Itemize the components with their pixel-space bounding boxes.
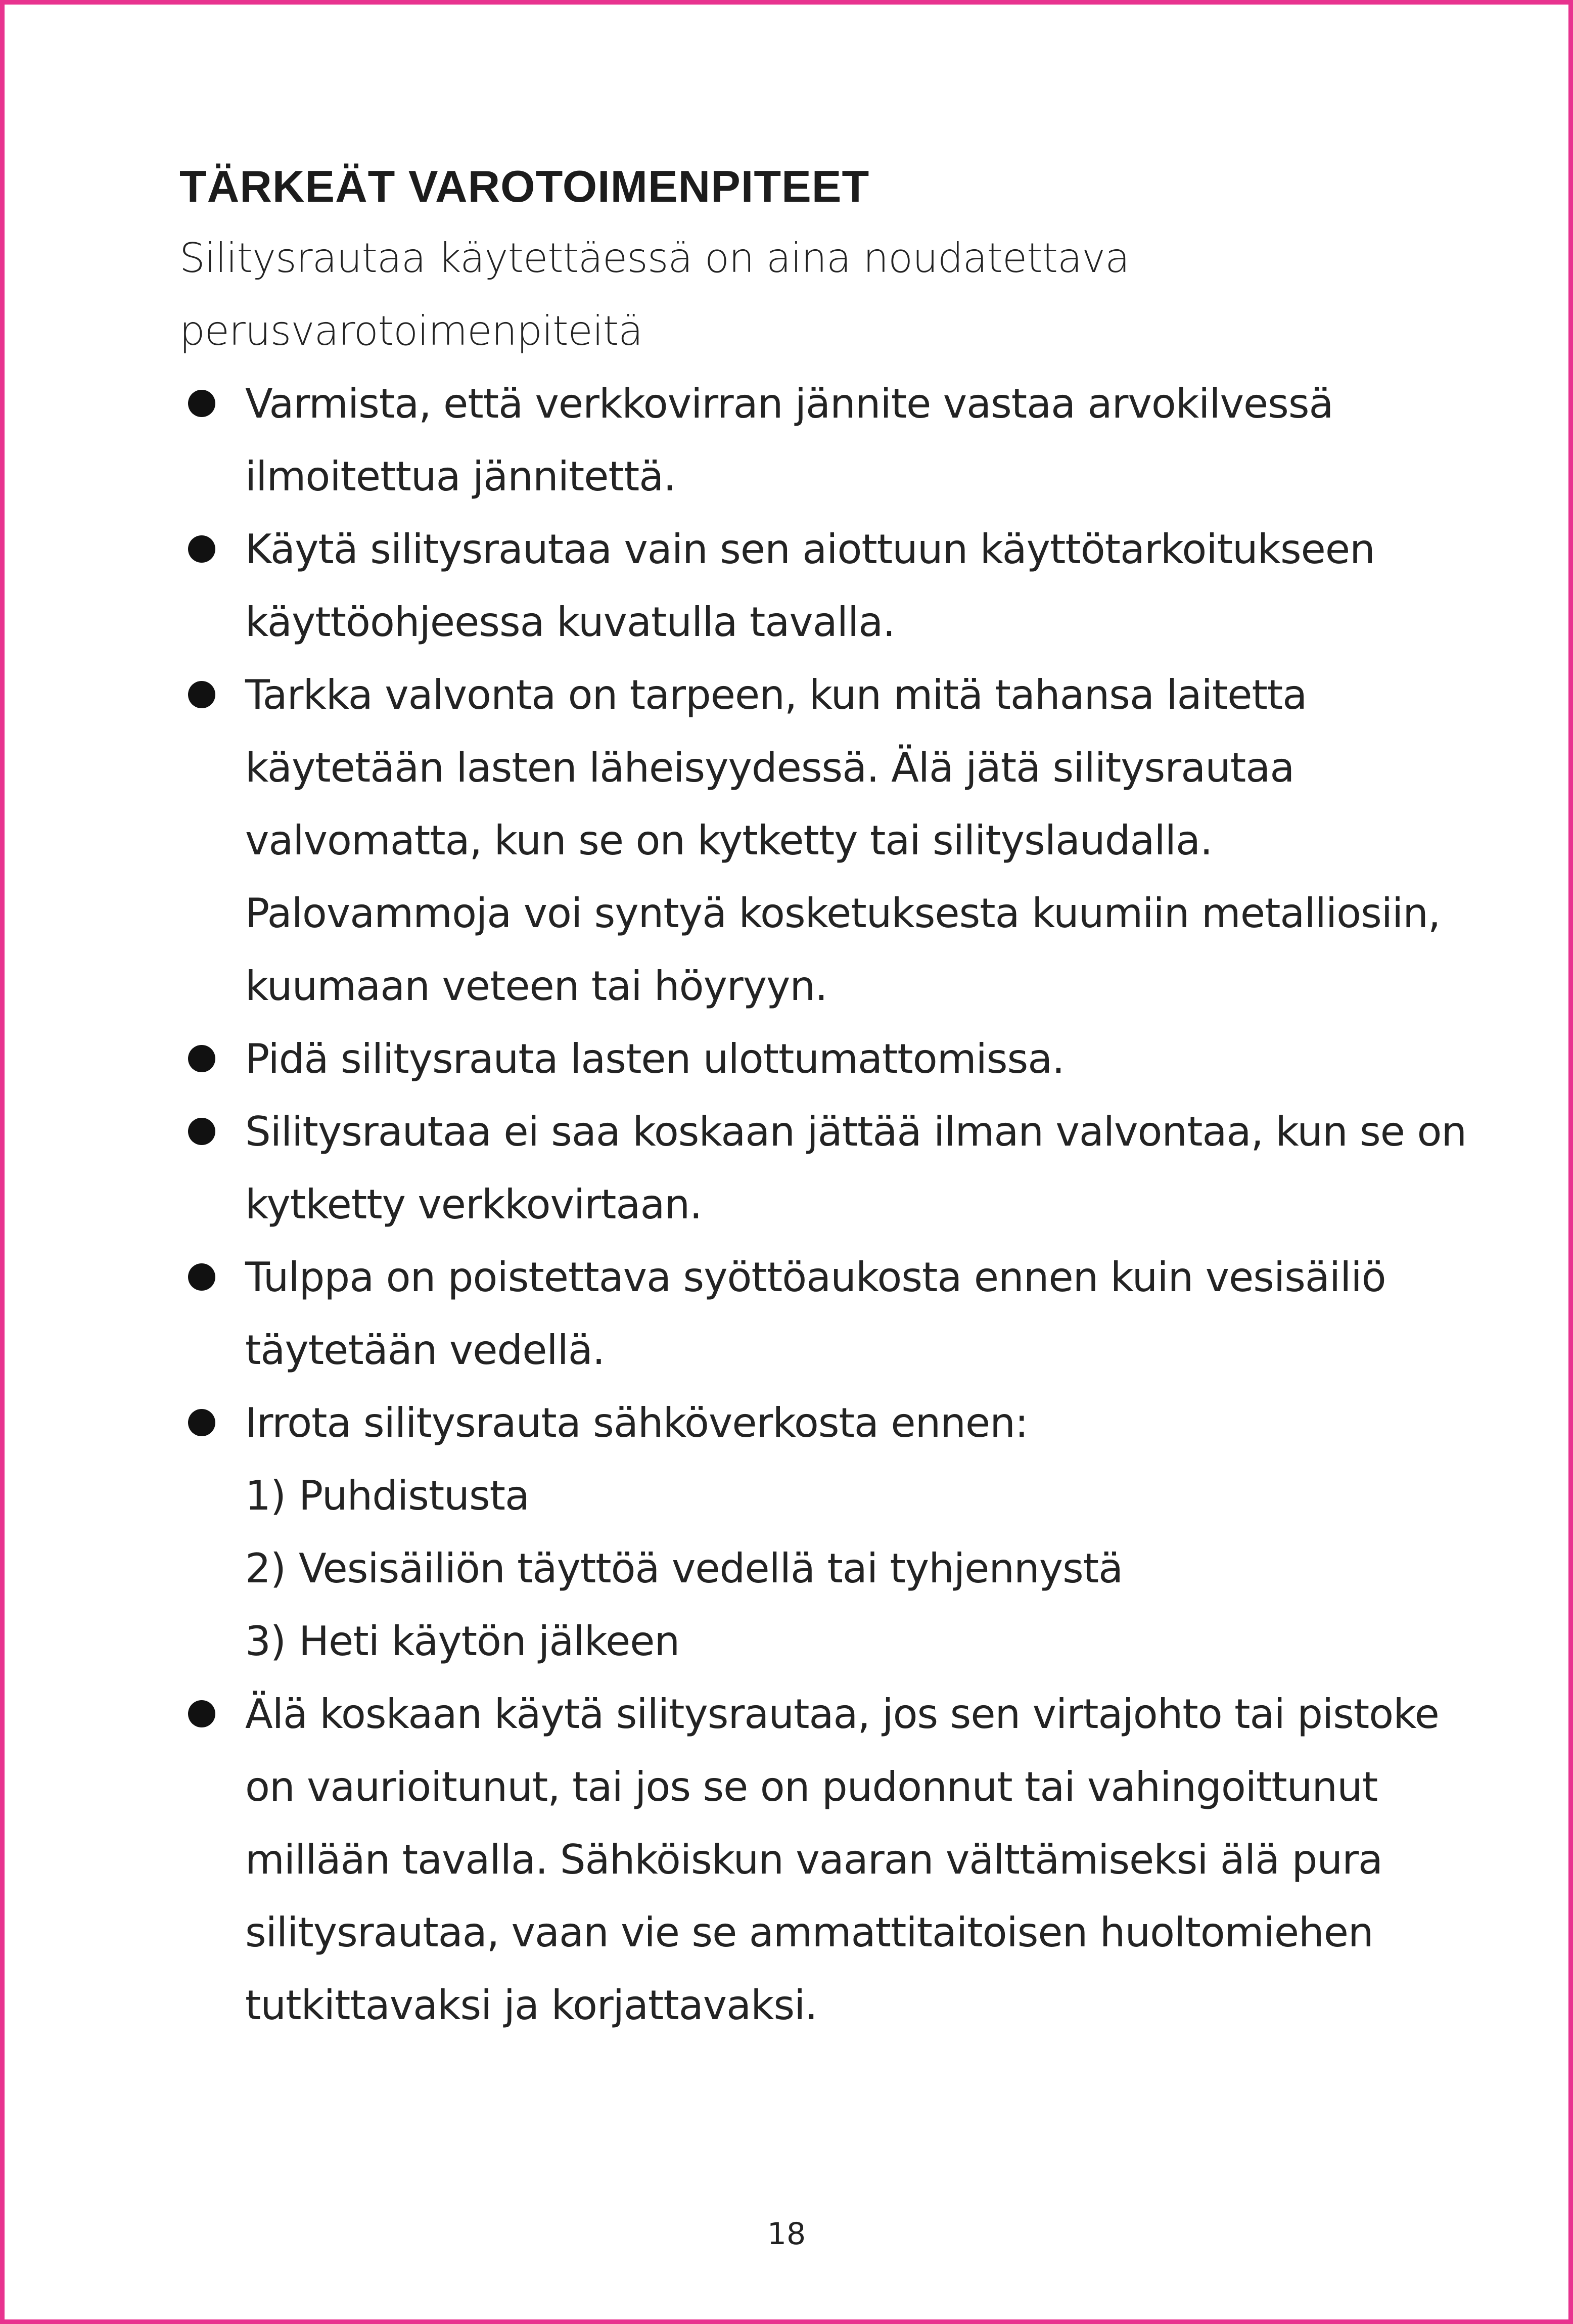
- page-content: [179, 156, 1473, 2042]
- list-item: [179, 1023, 1473, 1096]
- list-item-text: Pidä silitysrauta lasten ulottumattomissa.: [245, 1035, 1065, 1082]
- list-item: [179, 368, 1473, 513]
- list-item-text: Tarkka valvonta on tarpeen, kun mitä tahansa laitetta käytetään lasten läheisyydessä. Älä jätä silitysrautaa valvomatta, kun se on kytketty tai silityslaudalla. Palovammoja voi syntyä kosketuksesta kuumiin metalliosiin, kuumaan veteen tai höyryyn.: [245, 671, 1441, 1010]
- sublist-item: [245, 1605, 1473, 1678]
- list-item: [179, 1678, 1473, 2042]
- list-item-text: Varmista, että verkkovirran jännite vastaa arvokilvessä ilmoitettua jännitettä.: [245, 380, 1333, 500]
- section-heading: TÄRKEÄT VAROTOIMENPITEET: [179, 161, 870, 211]
- list-item: [179, 659, 1473, 1023]
- bullet-dot-icon: [188, 1118, 215, 1145]
- sublist-item-text: Puhdistusta: [299, 1472, 530, 1519]
- sublist-item-text: Heti käytön jälkeen: [299, 1618, 680, 1665]
- list-item-text: Tulppa on poistettava syöttöaukosta ennen kuin vesisäiliö täytetään vedellä.: [245, 1254, 1386, 1374]
- sublist-item-text: Vesisäiliön täyttöä vedellä tai tyhjennystä: [299, 1545, 1123, 1592]
- bullet-dot-icon: [188, 1263, 215, 1291]
- bullet-dot-icon: [188, 1409, 215, 1436]
- list-item-text: Älä koskaan käytä silitysrautaa, jos sen virtajohto tai pistoke on vaurioitunut, tai jos se on pudonnut tai vahingoittunut millään tavalla. Sähköiskun vaaran välttämiseksi älä pura silitysrautaa, vaan vie se ammattitaitoisen huoltomiehen tutkittavaksi ja korjattavaksi.: [245, 1691, 1439, 2029]
- list-item-text: Käytä silitysrautaa vain sen aiottuun käyttötarkoitukseen käyttöohjeessa kuvatulla tavalla.: [245, 526, 1375, 646]
- list-item-text: Irrota silitysrauta sähköverkosta ennen:: [245, 1399, 1028, 1446]
- intro-paragraph: Silitysrautaa käytettäessä on aina noudatettava perusvarotoimenpiteitä: [179, 235, 1130, 354]
- list-item: [179, 1096, 1473, 1241]
- sublist-item: [245, 1460, 1473, 1532]
- bullet-dot-icon: [188, 390, 215, 417]
- precautions-list: [179, 368, 1473, 2042]
- numbered-sublist: [245, 1460, 1473, 1678]
- sublist-item-number: 3): [245, 1618, 286, 1665]
- bullet-dot-icon: [188, 1045, 215, 1072]
- bullet-dot-icon: [188, 681, 215, 708]
- list-item: [179, 513, 1473, 659]
- sublist-item-number: 1): [245, 1472, 286, 1519]
- list-item: [179, 1387, 1473, 1678]
- list-item-text: Silitysrautaa ei saa koskaan jättää ilman valvontaa, kun se on kytketty verkkovirtaan.: [245, 1108, 1467, 1228]
- bullet-dot-icon: [188, 535, 215, 563]
- bullet-dot-icon: [188, 1700, 215, 1727]
- list-item: [179, 1241, 1473, 1387]
- page-number: 18: [767, 2216, 806, 2252]
- sublist-item-number: 2): [245, 1545, 286, 1592]
- sublist-item: [245, 1532, 1473, 1605]
